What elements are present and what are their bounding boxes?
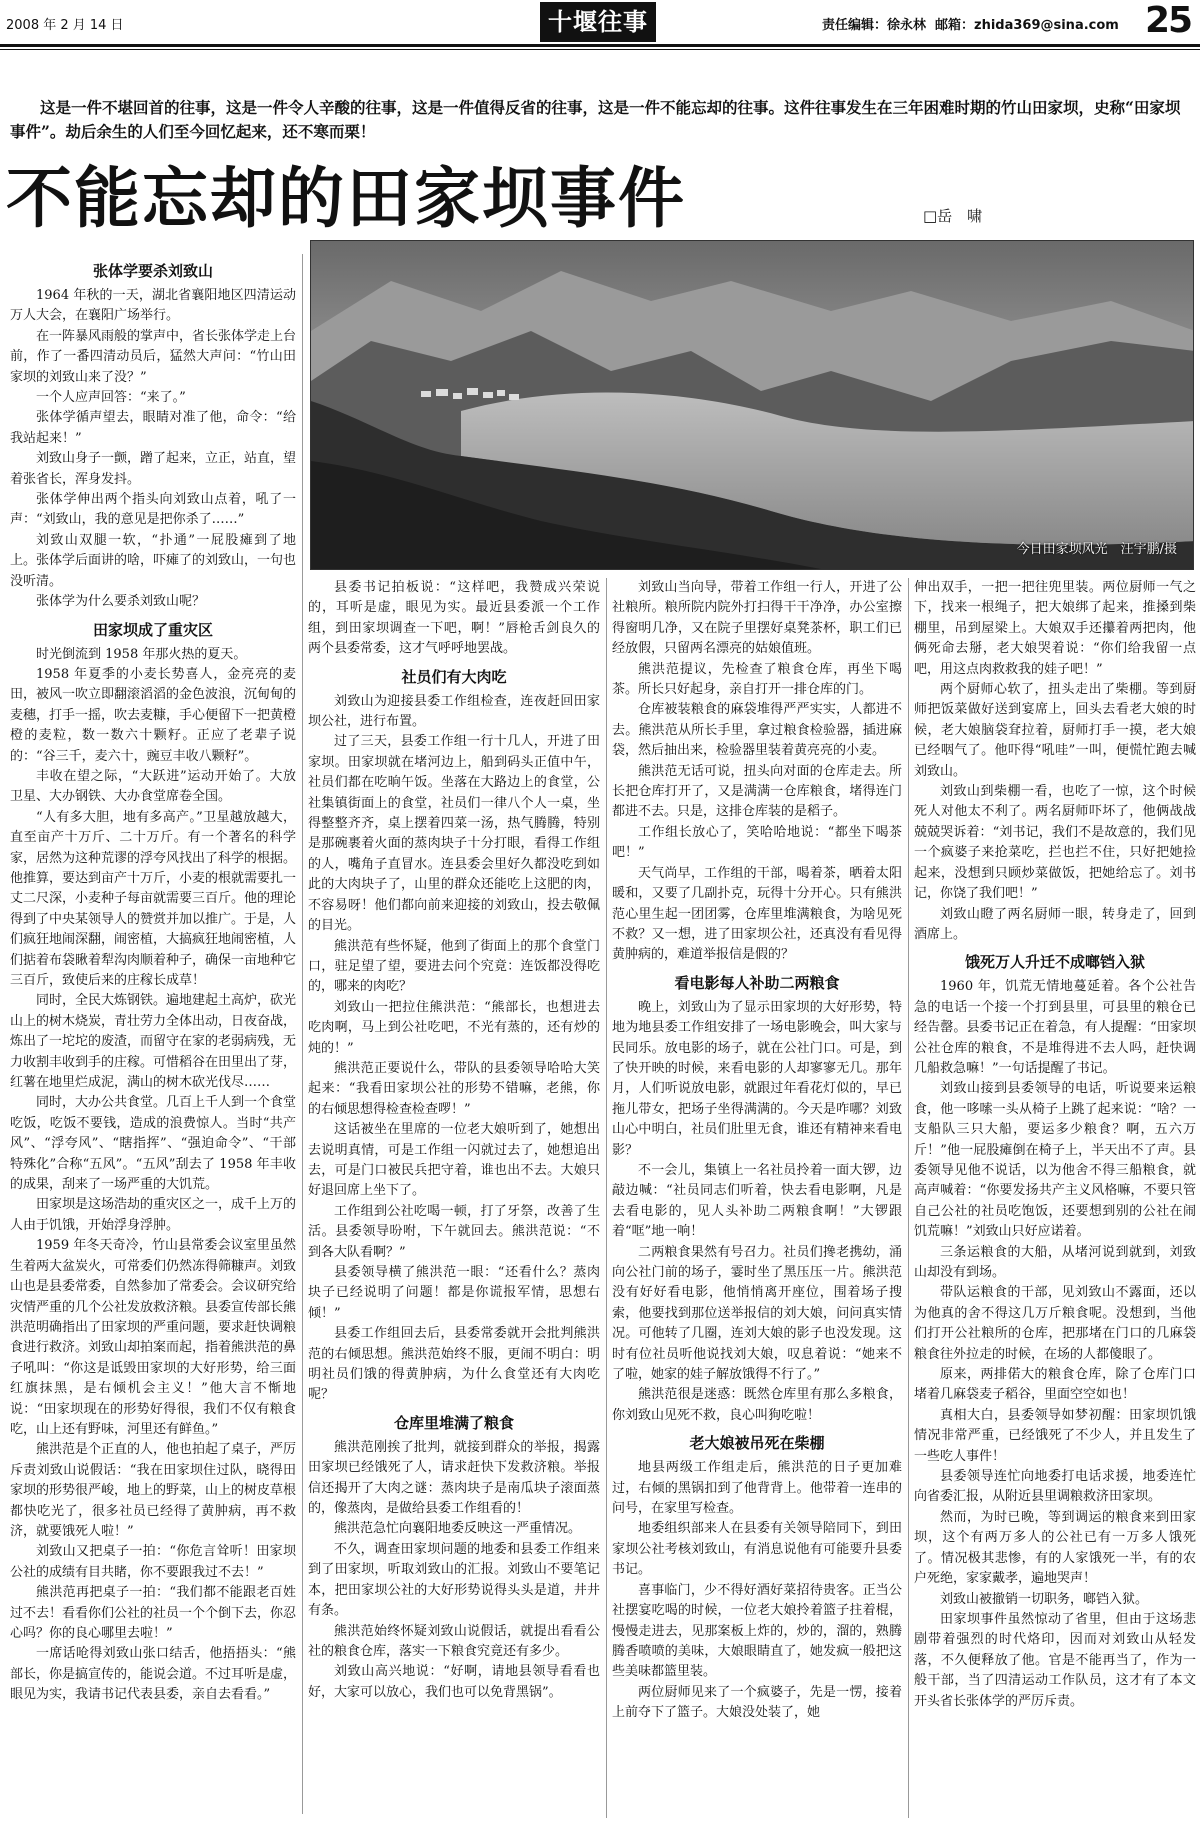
paragraph: 熊洪范无话可说，扭头向对面的仓库走去。所长把仓库打开了，又是满满一仓库粮食，堵得连门都进不去。只是，这排仓库装的是稻子。 <box>612 763 902 820</box>
paragraph: 县委领导横了熊洪范一眼：“还看什么？蒸肉块子已经说明了问题！都是你谎报军情，思想右倾！” <box>308 1265 600 1321</box>
byline: □岳 啸 <box>923 207 983 225</box>
paragraph: 刘致山瞪了两名厨师一眼，转身走了，回到酒席上。 <box>914 906 1196 942</box>
paragraph: 晚上，刘致山为了显示田家坝的大好形势，特地为地县委工作组安排了一场电影晚会，叫大家与民同乐。放电影的场子，就在公社门口。可是，到了快开映的时候，来看电影的人却寥寥无几。那年月，人们听说放电影，就跟过年看花灯似的，早已拖儿带女，把场子坐得满满的。今天是咋哪？刘致山心中明白，社员们肚里无食，谁还有精神来看电影？ <box>612 999 902 1158</box>
article-column-1 <box>10 254 296 1814</box>
paragraph: 熊洪范始终怀疑刘致山说假话，就提出看看公社的粮食仓库，落实一下粮食究竟还有多少。 <box>308 1623 600 1659</box>
paragraph: 1958 年夏季的小麦长势喜人，金亮亮的麦田，被风一吹立即翻滚滔滔的金色波浪，沉甸甸的麦穗，打手一摇，吹去麦糠，手心便留下一把黄橙橙的麦粒，数一数六十颗籽。正应了老辈子说的：“谷三千，麦六十，豌豆丰收八颗籽”。 <box>10 666 296 764</box>
page-header <box>0 0 1200 46</box>
paragraph: 张体学循声望去，眼睛对准了他，命令：“给我站起来！” <box>10 410 296 446</box>
subheading: 张体学要杀刘致山 <box>92 262 213 280</box>
paragraph: 1959 年冬天奇冷，竹山县常委会议室里虽然生着两大盆炭火，可常委们仍然冻得筛糠声。刘致山也是县委常委，自然参加了常委会。会议研究给灾情严重的几个公社发放救济粮。县委宣传部长熊洪范明确指出了田家坝的严重问题，要求赶快调粮食进行救济。刘致山却拍案而起，指着熊洪范的鼻子吼叫：“你这是诋毁田家坝的大好形势，给三面红旗抹黑，是右倾机会主义！”他大言不惭地说：“田家坝现在的形势好得很，我们不仅有粮食吃，山上还有野味，河里还有鲜鱼。” <box>10 1238 296 1437</box>
paragraph: 天气尚早，工作组的干部，喝着茶，晒着太阳暖和，又要了几副扑克，玩得十分开心。只有熊洪范心里生起一团团雾，仓库里堆满粮食，为啥见死不救？又一想，进了田家坝公社，还真没有看见得黄肿病的，难道举报信是假的？ <box>612 865 902 963</box>
paragraph: 县委书记拍板说：“这样吧，我赞成兴荣说的，耳听是虚，眼见为实。最近县委派一个工作组，到田家坝调查一下吧，啊！”唇枪舌剑良久的两个县委常委，这才气呼呼地罢战。 <box>308 580 600 657</box>
paragraph: 张体学伸出两个指头向刘致山点着，吼了一声：“刘致山，我的意见是把你杀了……” <box>10 492 296 528</box>
paragraph: 真相大白，县委领导如梦初醒：田家坝饥饿情况非常严重，已经饿死了不少人，并且发生了一些吃人事件！ <box>914 1407 1196 1464</box>
paragraph: 原来，两排偌大的粮食仓库，除了仓库门口堵着几麻袋麦子稻谷，里面空空如也！ <box>914 1367 1196 1403</box>
article-column-4 <box>914 578 1196 1818</box>
paragraph: 1964 年秋的一天，湖北省襄阳地区四清运动万人大会，在襄阳广场举行。 <box>10 288 296 324</box>
paragraph: 熊洪范提议，先检查了粮食仓库，再坐下喝茶。所长只好起身，亲自打开一排仓库的门。 <box>612 661 902 698</box>
editor-credit: 责任编辑：徐永林 <box>822 18 927 33</box>
paragraph: 仓库被装粮食的麻袋堆得严严实实，人都进不去。熊洪范从所长手里，拿过粮食检验器，插进麻袋，然后抽出来，检验器里装着黄亮亮的小麦。 <box>612 702 902 759</box>
paragraph: 刘致山接到县委领导的电话，听说要来运粮食，他一哆嗦一头从椅子上跳了起来说：“啥？一支船队三只大船，要运多少粮食？啊，五六万斤！”他一屁股瘫倒在椅子上，半天出不了声。县委领导见他不说话，以为他舍不得三船粮食，就高声喊着：“你要发扬共产主义风格嘛，不要只管自己公社的社员吃饱饭，还要想到别的公社在闹饥荒嘛！”刘致山只好应诺着。 <box>914 1081 1196 1240</box>
paragraph: 带队运粮食的干部，见刘致山不露面，还以为他真的舍不得这几万斤粮食呢。没想到，当他们打开公社粮所的仓库，把那堵在门口的几麻袋粮食往外拉走的时候，在场的人都傻眼了。 <box>914 1285 1196 1362</box>
paragraph: 熊洪范刚挨了批判，就接到群众的举报，揭露田家坝已经饿死了人，请求赶快下发救济粮。举报信还揭开了大肉之谜：蒸肉块子是南瓜块子滚面蒸的，像蒸肉，是做给县委工作组看的！ <box>308 1439 600 1517</box>
paragraph: 刘致山一把拉住熊洪范：“熊部长，也想进去吃肉啊，马上到公社吃吧，不光有蒸的，还有炒的炖的！” <box>308 999 600 1056</box>
column-divider <box>908 578 909 1818</box>
subheading: 饿死万人升迁不成啷铛入狱 <box>964 953 1145 972</box>
section-masthead <box>540 2 656 42</box>
subheading: 老大娘被吊死在柴棚 <box>689 1434 825 1453</box>
column-divider <box>302 254 303 1814</box>
paragraph: 张体学为什么要杀刘致山呢？ <box>36 594 206 610</box>
paragraph: 同时，大办公共食堂。几百上千人到一个食堂吃饭，吃饭不要钱，造成的浪费惊人。当时“共产风”、“浮夸风”、“瞎指挥”、“强迫命令”、“干部特殊化”合称“五风”。“五风”刮去了 1958 年丰收的成果，刮来了一场严重的大饥荒。 <box>10 1095 296 1193</box>
paragraph: 地县两级工作组走后，熊洪范的日子更加难过，右倾的黑锅扣到了他背背上。他带着一连串的问号，在家里写检查。 <box>612 1460 902 1517</box>
paragraph: 然而，为时已晚，等到调运的粮食来到田家坝，这个有两万多人的公社已有一万多人饿死了。情况极其悲惨，有的人家饿死一半，有的农户死绝，家家戴孝，遍地哭声！ <box>914 1509 1196 1587</box>
paragraph: 两位厨师见来了一个疯婆子，先是一愣，接着上前夺下了篮子。大娘没处装了，她 <box>612 1684 902 1721</box>
landscape-photo <box>310 240 1194 570</box>
photo-caption: 今日田家坝风光 汪宇鹏/摄 <box>1016 542 1177 557</box>
paragraph: 工作组到公社吃喝一顿，打了牙祭，改善了生活。县委领导吩咐，下午就回去。熊洪范说：“不到各大队看啊？” <box>308 1203 600 1260</box>
paragraph: 伸出双手，一把一把往兜里装。两位厨师一气之下，找来一根绳子，把大娘绑了起来，推搡到柴棚里，吊到屋梁上。大娘双手还攥着两把肉，他俩死命去掰，老大娘哭着说：“你们给我留一点吧，用这点肉救救我的娃子吧！” <box>914 580 1196 677</box>
paragraph: 刘致山双腿一软，“扑通”一屁股瘫到了地上。张体学后面讲的啥，吓瘫了的刘致山，一句也没听清。 <box>10 532 296 589</box>
paragraph: 一席话呛得刘致山张口结舌，他捂捂头：“熊部长，你是搞宣传的，能说会道。不过耳听是虚，眼见为实，我请书记代表县委，亲自去看看。” <box>10 1646 296 1703</box>
paragraph: 熊洪范急忙向襄阳地委反映这一严重情况。 <box>334 1521 582 1537</box>
paragraph: 刘致山又把桌子一拍：“你危言耸听！田家坝公社的成绩有目共睹，你不要跟我过不去！” <box>10 1544 296 1580</box>
paragraph: 两个厨师心软了，扭头走出了柴棚。等到厨师把饭菜做好送到宴席上，回头去看老大娘的时候，老大娘脑袋耷拉着，厨师打手一摸，老大娘已经咽气了。他吓得“吼哇”一叫，便慌忙跑去喊刘致山。 <box>914 682 1196 779</box>
paragraph: 刘致山被撤销一切职务，啷铛入狱。 <box>940 1591 1149 1607</box>
header-rule <box>0 44 1200 47</box>
paragraph: 三条运粮食的大船，从堵河说到就到，刘致山却没有到场。 <box>914 1244 1196 1280</box>
paragraph: 1960 年，饥荒无情地蔓延着。各个公社告急的电话一个接一个打到县里，可县里的粮仓已经告罄。县委书记正在着急，有人提醒：“田家坝公社仓库的粮食，不是堆得进不去人吗，赶快调几船救急嘛！”一句话提醒了书记。 <box>914 979 1196 1076</box>
landscape-illustration <box>311 241 1194 570</box>
paragraph: 过了三天，县委工作组一行十几人，开进了田家坝。田家坝就在堵河边上，船到码头正值中午，社员们都在吃晌午饭。坐落在大路边上的食堂，公社集镇街面上的食堂，社员们一律八个人一桌，坐得整整齐齐，桌上摆着四菜一汤，热气腾腾，特别是那碗裹着火面的蒸肉块子十分打眼，看得工作组的人，嘴角子直冒水。连县委会里好久都没吃到如此的大肉块子了，山里的群众还能吃上这肥的肉，不容易呀！他们都向前来迎接的刘致山，投去敬佩的目光。 <box>308 734 600 934</box>
paragraph: 刘致山为迎接县委工作组检查，连夜赶回田家坝公社，进行布置。 <box>308 693 600 730</box>
editor-email: 邮箱：zhida369@sina.com <box>935 18 1119 33</box>
subheading: 田家坝成了重灾区 <box>92 620 213 639</box>
paragraph: 二两粮食果然有号召力。社员们搀老携幼，涌向公社门前的场子，霎时坐了黑压压一片。熊洪范没有好好看电影，他悄悄离开座位，围着场子搜索，他要找到那位送举报信的刘大娘，问问真实情况。可他转了几圈，连刘大娘的影子也没发现。这时有位社员听他说找刘大娘，叹息着说：“她来不了啦，她家的娃子解放饿得不行了。” <box>612 1244 902 1383</box>
paragraph: 丰收在望之际，“大跃进”运动开始了。大放卫星、大办钢铁、大办食堂席卷全国。 <box>10 768 296 805</box>
lead-paragraph: 这是一件不堪回首的往事，这是一件令人辛酸的往事，这是一件值得反省的往事，这是一件不能忘却的往事。这件往事发生在三年困难时期的竹山田家坝，史称“田家坝事件”。劫后余生的人们至今回忆起来，还不寒而栗！ <box>10 98 1181 141</box>
paragraph: 在一阵暴风雨般的掌声中，省长张体学走上台前，作了一番四清动员后，猛然大声问：“竹山田家坝的刘致山来了没？” <box>10 328 296 385</box>
paragraph: 不一会儿，集镇上一名社员拎着一面大锣，边敲边喊：“社员同志们听着，快去看电影啊，凡是去看电影的，见人头补助二两粮食啊！”大锣跟着“哐”地一响！ <box>612 1162 902 1240</box>
paragraph: 县委领导连忙向地委打电话求援，地委连忙向省委汇报，从附近县里调粮救济田家坝。 <box>914 1469 1196 1505</box>
paragraph: 县委工作组回去后，县委常委就开会批判熊洪范的右倾思想。熊洪范始终不服，更闹不明白：明明社员们饿的得黄肿病，为什么食堂还有大肉吃呢？ <box>308 1326 600 1403</box>
paragraph: 熊洪范很是迷惑：既然仓库里有那么多粮食，你刘致山见死不救，良心叫狗吃啦！ <box>612 1387 902 1423</box>
header-rule-thin <box>0 49 1200 50</box>
paragraph: 熊洪范再把桌子一拍：“我们都不能跟老百姓过不去！看看你们公社的社员一个个倒下去，你忍心吗？你的良心哪里去啦！” <box>10 1585 296 1641</box>
subheading: 仓库里堆满了粮食 <box>393 1413 514 1432</box>
paragraph: 一个人应声回答：“来了。” <box>36 390 186 406</box>
paragraph: 地委组织部来人在县委有关领导陪同下，到田家坝公社考核刘致山，有消息说他有可能要升县委书记。 <box>612 1521 902 1578</box>
paragraph: 工作组长放心了，笑哈哈地说：“都坐下喝茶吧！” <box>612 824 902 861</box>
paragraph: 不久，调查田家坝问题的地委和县委工作组来到了田家坝，听取刘致山的汇报。刘致山不要笔记本，把田家坝公社的大好形势说得头头是道，井井有条。 <box>308 1541 600 1619</box>
article-column-3 <box>612 578 902 1818</box>
paragraph: 这话被坐在里席的一位老大娘听到了，她想出去说明真情，可是工作组一闪就过去了，她想追出去，可是门口被民兵把守着，谁也出不去。大娘只好退回席上坐下了。 <box>308 1122 600 1199</box>
article-column-2 <box>308 578 600 1818</box>
paragraph: 刘致山高兴地说：“好啊，请地县领导看看也好，大家可以放心，我们也可以免背黑锅”。 <box>308 1664 600 1700</box>
paragraph: 刘致山到柴棚一看，也吃了一惊，这个时候死人对他太不利了。两名厨师吓坏了，他俩战战兢兢哭诉着：“刘书记，我们不是故意的，我们见一个疯婆子来抢菜吃，拦也拦不住，只好把她捡起来，没想到只顾炒菜做饭，把她给忘了。刘书记，你饶了我们吧！” <box>914 784 1196 902</box>
subheading: 社员们有大肉吃 <box>401 667 507 686</box>
paragraph: 熊洪范有些怀疑，他到了街面上的那个食堂门口，驻足望了望，要进去问个究竟：连饭都没得吃的，哪来的肉吃？ <box>308 938 600 995</box>
paragraph: 喜事临门，少不得好酒好菜招待贵客。正当公社摆宴吃喝的时候，一位老大娘拎着篮子拄着棍，慢慢走进去，见那案板上炸的，炒的，溜的，熟腾腾香喷喷的美味，大娘眼睛直了，她发疯一般把这些美味都篮里装。 <box>612 1582 902 1680</box>
paragraph: 熊洪范正要说什么，带队的县委领导哈哈大笑起来：“我看田家坝公社的形势不错嘛，老熊，你的右倾思想得检查检查啰！” <box>308 1060 600 1117</box>
paragraph: 同时，全民大炼钢铁。遍地建起土高炉，砍光山上的树木烧炭，青壮劳力全体出动，日夜奋战，炼出了一坨坨的废渣，而留守在家的老弱病残，无力收割丰收到手的庄稼。可惜稻谷在田里出了芽，红薯在地里烂成泥，满山的树木砍光伐尽…… <box>10 993 296 1091</box>
paragraph: 田家坝是这场浩劫的重灾区之一，成千上万的人由于饥饿，开始浮身浮肿。 <box>10 1197 296 1233</box>
section-title: 十堰往事 <box>548 8 648 36</box>
paragraph: 田家坝事件虽然惊动了省里，但由于这场悲剧带着强烈的时代烙印，因而对刘致山从轻发落，不久便释放了他。官是不能再当了，作为一般干部，当了四清运动工作队员，这才有了本文开头省长张体学的严厉斥责。 <box>914 1611 1196 1709</box>
issue-date: 2008 年 2 月 14 日 <box>6 18 124 33</box>
article-headline: 不能忘却的田家坝事件 <box>6 159 686 237</box>
paragraph: 刘致山身子一颤，蹭了起来，立正，站直，望着张省长，浑身发抖。 <box>10 451 296 487</box>
subheading: 看电影每人补助二两粮食 <box>674 973 840 992</box>
paragraph: 时光倒流到 1958 年那火热的夏天。 <box>36 646 247 662</box>
paragraph: 熊洪范是个正直的人，他也拍起了桌子，严厉斥责刘致山说假话：“我在田家坝住过队，晓得田家坝的形势很严峻，地上的野菜，山上的树皮草根都快吃光了，很多社员已经得了黄肿病，再不救济，就要饿死人啦！” <box>10 1442 296 1539</box>
paragraph: 刘致山当向导，带着工作组一行人，开进了公社粮所。粮所院内院外打扫得干干净净，办公室擦得窗明几净，又在院子里摆好桌凳茶杯，职工们已经放假，只留两名漂亮的姑娘值班。 <box>612 580 902 657</box>
paragraph: “人有多大胆，地有多高产。”卫星越放越大，直至亩产十万斤、二十万斤。有一个著名的科学家，居然为这种荒谬的浮夸风找出了科学的根据。他推算，要达到亩产十万斤，小麦的根就需要扎一丈二尺深，小麦种子每亩就需要三百斤。他的理论得到了中央某领导人的赞赏并加以推广。于是，人们疯狂地闹深翻，闹密植，大搞疯狂地闹密植，人们掂着布袋瞅着犁沟肉顺着种子，确保一亩地种它三百斤，致使后来的庄稼长成草！ <box>10 809 296 988</box>
page-number: 25 <box>1145 0 1192 41</box>
column-divider <box>606 578 607 1818</box>
